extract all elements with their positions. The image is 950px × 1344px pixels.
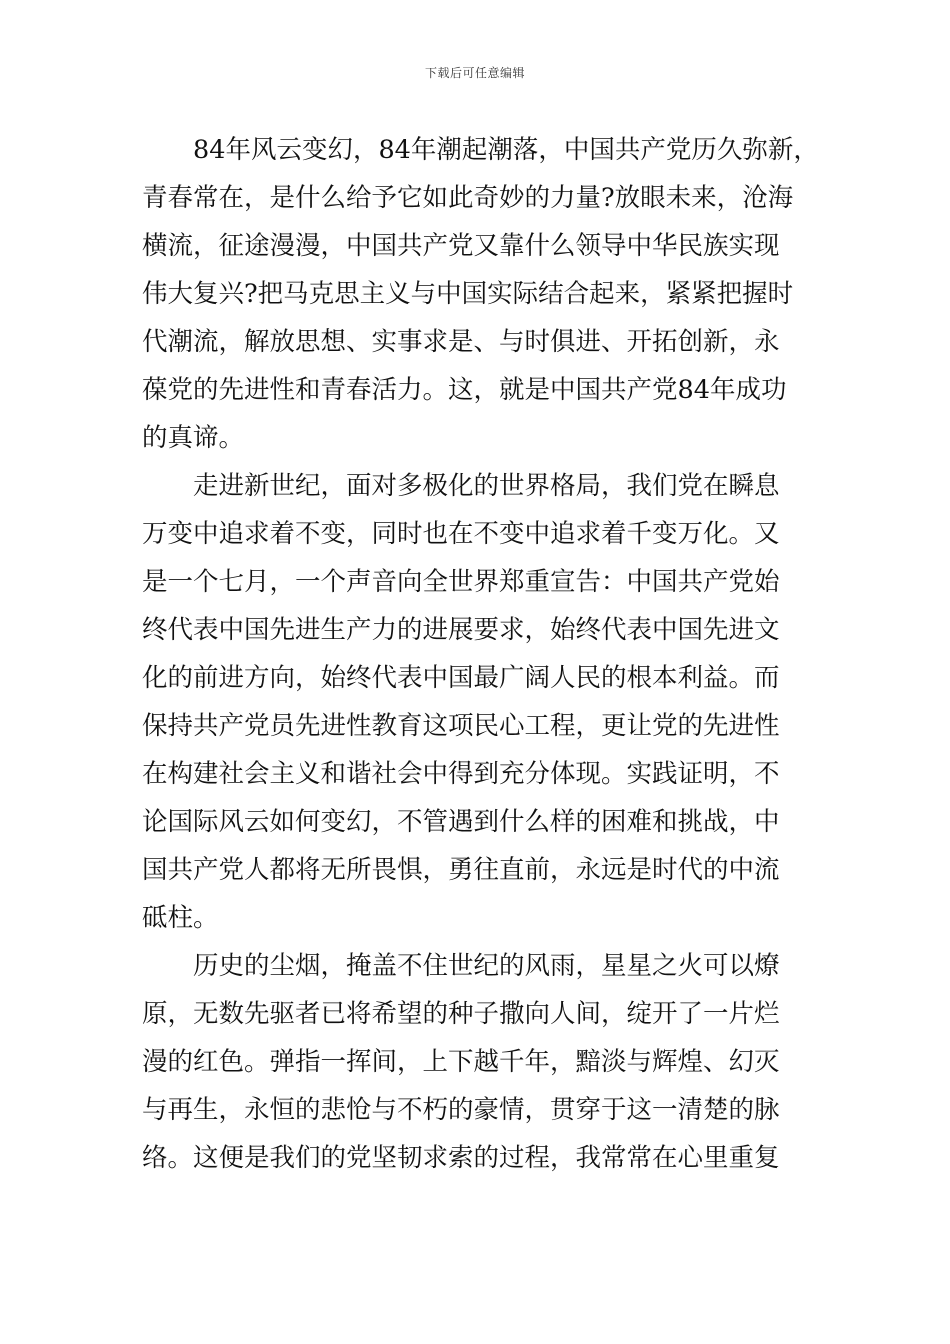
paragraph-2 — [142, 462, 812, 942]
paragraph-line: 国共产党人都将无所畏惧，勇往直前，永远是时代的中流 — [142, 855, 780, 885]
paragraph-line: 保持共产党员先进性教育这项民心工程，更让党的先进性 — [142, 711, 780, 741]
paragraph-line: 青春常在，是什么给予它如此奇妙的力量?放眼未来，沧海 — [142, 183, 794, 213]
paragraph-line: 在构建社会主义和谐社会中得到充分体现。实践证明，不 — [142, 759, 780, 789]
paragraph-line: 伟大复兴?把马克思主义与中国实际结合起来，紧紧把握时 — [142, 279, 794, 309]
paragraph-line: 84年风云变幻，84年潮起潮落，中国共产党历久弥新， — [193, 135, 819, 165]
paragraph-line: 论国际风云如何变幻，不管遇到什么样的困难和挑战，中 — [142, 807, 780, 837]
paragraph-line: 葆党的先进性和青春活力。这，就是中国共产党84年成功 — [142, 375, 787, 405]
page-header-note: 下载后可任意编辑 — [424, 66, 525, 80]
paragraph-line: 万变中追求着不变，同时也在不变中追求着千变万化。又 — [142, 519, 780, 549]
document-body — [142, 126, 819, 1182]
paragraph-line: 代潮流，解放思想、实事求是、与时俱进、开拓创新，永 — [142, 327, 780, 357]
paragraph-line: 历史的尘烟，掩盖不住世纪的风雨，星星之火可以燎 — [193, 951, 780, 981]
paragraph-line: 漫的红色。弹指一挥间，上下越千年，黯淡与辉煌、幻灭 — [142, 1047, 780, 1077]
paragraph-line: 走进新世纪，面对多极化的世界格局，我们党在瞬息 — [193, 471, 780, 501]
paragraph-1 — [142, 126, 819, 462]
paragraph-line: 砥柱。 — [142, 903, 219, 933]
paragraph-3 — [142, 942, 812, 1182]
paragraph-line: 的真谛。 — [142, 423, 245, 453]
paragraph-line: 与再生，永恒的悲怆与不朽的豪情，贯穿于这一清楚的脉 — [142, 1095, 780, 1125]
paragraph-line: 是一个七月，一个声音向全世界郑重宣告：中国共产党始 — [142, 567, 780, 597]
paragraph-line: 终代表中国先进生产力的进展要求，始终代表中国先进文 — [142, 615, 780, 645]
paragraph-line: 化的前进方向，始终代表中国最广阔人民的根本利益。而 — [142, 663, 780, 693]
paragraph-line: 原，无数先驱者已将希望的种子撒向人间，绽开了一片烂 — [142, 999, 780, 1029]
paragraph-line: 横流，征途漫漫，中国共产党又靠什么领导中华民族实现 — [142, 231, 780, 261]
paragraph-line: 络。这便是我们的党坚韧求索的过程，我常常在心里重复 — [142, 1143, 780, 1173]
